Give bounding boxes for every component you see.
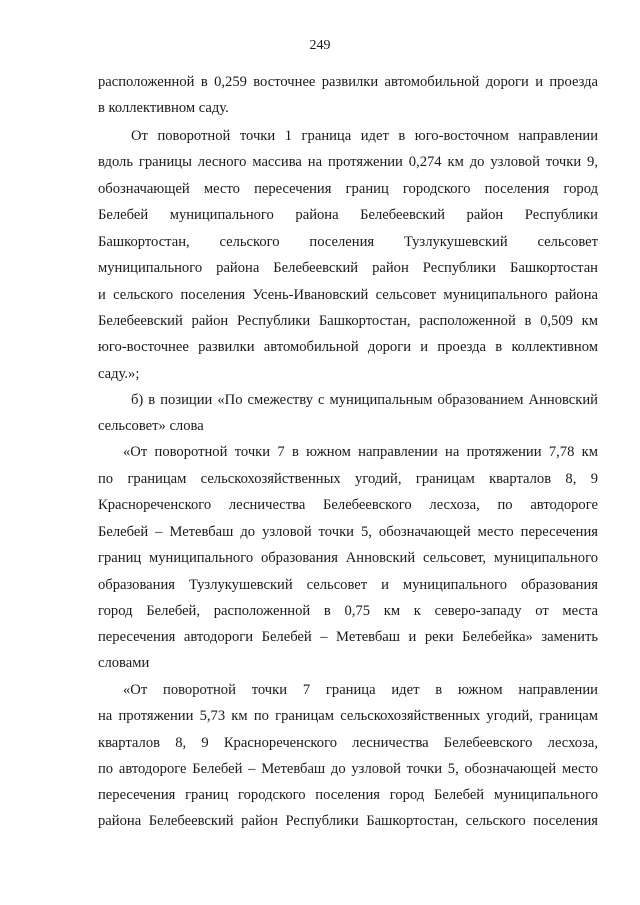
text-line: Белебей – Метевбаш до узловой точки 5, обозначающей место пересечения <box>98 524 598 540</box>
text-line: вдоль границы лесного массива на протяжении 0,274 км до узловой точки 9, <box>98 154 598 170</box>
text-line: обозначающей место пересечения границ городского поселения город <box>98 181 598 197</box>
text-line: на протяжении 5,73 км по границам сельскохозяйственных угодий, границам <box>98 708 598 724</box>
text-line: образования Тузлукушевский сельсовет и муниципального образования <box>98 577 598 593</box>
text-line: От поворотной точки 1 граница идет в юго-восточном направлении <box>131 128 598 144</box>
text-line: пересечения автодороги Белебей – Метевбаш и реки Белебейка» заменить <box>98 629 598 645</box>
text-line: саду.»; <box>98 366 140 382</box>
text-line: района Белебеевский район Республики Башкортостан, сельского поселения <box>98 813 598 829</box>
text-line: по границам сельскохозяйственных угодий, границам кварталов 8, 9 <box>98 471 598 487</box>
text-line: Башкортостан, сельского поселения Тузлукушевский сельсовет <box>98 234 598 250</box>
text-line: юго-восточнее развилки автомобильной дороги и проезда в коллективном <box>98 339 598 355</box>
page-number: 249 <box>309 38 331 53</box>
text-line: в коллективном саду. <box>98 100 229 116</box>
text-line: и сельского поселения Усень-Ивановский сельсовет муниципального района <box>98 287 598 303</box>
text-line: границ муниципального образования Анновский сельсовет, муниципального <box>98 550 598 566</box>
text-line: муниципального района Белебеевский район Республики Башкортостан <box>98 260 598 276</box>
text-line: сельсовет» слова <box>98 418 204 434</box>
text-line: кварталов 8, 9 Краснореченского лесничества Белебеевского лесхоза, <box>98 735 598 751</box>
text-line: Белебеевский район Республики Башкортостан, расположенной в 0,509 км <box>98 313 598 329</box>
text-line: Белебей муниципального района Белебеевский район Республики <box>98 207 598 223</box>
text-line: «От поворотной точки 7 в южном направлении на протяжении 7,78 км <box>123 444 598 460</box>
text-line: словами <box>98 655 150 671</box>
text-line: Краснореченского лесничества Белебеевского лесхоза, по автодороге <box>98 497 598 513</box>
text-line: б) в позиции «По смежеству с муниципальным образованием Анновский <box>131 392 598 408</box>
text-line: по автодороге Белебей – Метевбаш до узловой точки 5, обозначающей место <box>98 761 598 777</box>
text-line: расположенной в 0,259 восточнее развилки автомобильной дороги и проезда <box>98 74 598 90</box>
text-line: пересечения границ городского поселения город Белебей муниципального <box>98 787 598 803</box>
text-line: город Белебей, расположенной в 0,75 км к северо-западу от места <box>98 603 598 619</box>
text-line: «От поворотной точки 7 граница идет в южном направлении <box>123 682 598 698</box>
